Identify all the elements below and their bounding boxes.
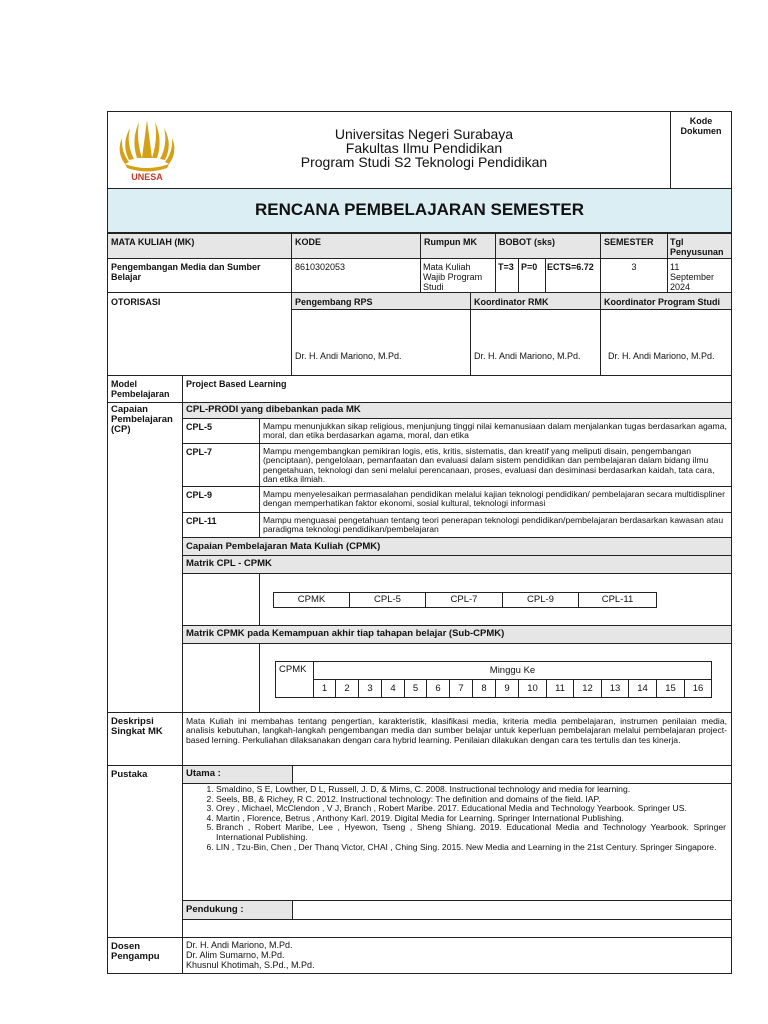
developer-label: Pengembang RPS xyxy=(295,297,373,307)
coordinator-sign-cell xyxy=(470,309,601,376)
cpl11-text: Mampu menguasai pengetahuan tentang teori penerapan teknologi pendidikan/pembelajaran berdasarkan kawasan atau paradigma teknologi pendidikan/pembelajaran xyxy=(263,515,724,535)
matrix-sub-week-label: Minggu Ke xyxy=(489,665,536,676)
p-value: P=0 xyxy=(521,262,538,272)
matrix-sub-label: Matrik CPMK pada Kemampuan akhir tiap tahapan belajar (Sub-CPMK) xyxy=(186,628,505,639)
reference-item: 1. Smaldino, S E, Lowther, D L, Russell, J. D, & Mims, C. 2008. Instructional technology and media for learning. xyxy=(216,785,726,795)
library-label-cell xyxy=(107,765,183,938)
cluster-header: Rumpun MK xyxy=(424,237,477,247)
library-main-empty-cell xyxy=(292,765,732,784)
coordinator-label: Koordinator RMK xyxy=(474,297,549,307)
semester-value: 3 xyxy=(631,262,637,272)
matrix-sub-cpmk: CPMK xyxy=(279,664,307,675)
reference-item: 6. LIN , Tzu-Bin, Chen , Der Thanq Victor, CHAI , Ching Sing. 2015. New Media and Learning in the 21st Century. Springer Singapore. xyxy=(216,843,726,853)
university-name: Universitas Negeri Surabaya xyxy=(334,126,514,142)
cpl5-text: Mampu menunjukkan sikap religious, menjunjung tinggi nilai kemanusiaan dalam menjalankan tugas berdasarkan agama, moral, dan etika berdasarkan agama, moral, dan etika xyxy=(263,421,727,441)
matrix-cpl-header-cpmk: CPMK xyxy=(273,592,350,608)
credits-header: BOBOT (sks) xyxy=(499,237,556,247)
matrix-cpl-header-cpl7: CPL-7 xyxy=(425,592,503,608)
coordinator-name: Dr. H. Andi Mariono, M.Pd. xyxy=(474,351,581,361)
cpl7-code: CPL-7 xyxy=(186,447,213,457)
references-list xyxy=(186,785,726,852)
week-number-cell: 16 xyxy=(684,679,712,698)
authorization-label: OTORISASI xyxy=(111,297,161,307)
matrix-cpl-header-cpl5: CPL-5 xyxy=(349,592,426,608)
program-coordinator-label: Koordinator Program Studi xyxy=(604,297,721,307)
library-label: Pustaka xyxy=(111,769,148,780)
week-number-cell: 11 xyxy=(546,679,574,698)
reference-item: 4. Martin , Florence, Betrus , Anthony Karl. 2019. Digital Media for Learning. Springer International Publishing. xyxy=(216,814,726,824)
unesa-logo xyxy=(111,114,183,186)
lecturers-label: Dosen Pengampu xyxy=(111,941,160,962)
week-number-cell: 14 xyxy=(628,679,657,698)
matrix-cpl-header-cpl9: CPL-9 xyxy=(502,592,579,608)
week-number-cell: 3 xyxy=(358,679,382,698)
matrix-cpl-left-cell xyxy=(182,573,260,626)
week-number-cell: 15 xyxy=(656,679,685,698)
cpl7-text: Mampu mengembangkan pemikiran logis, etis, kritis, sistematis, dan kreatif yang meliputi disain, pengembangan (penciptaan), pengelolaan, pemanfaatan dan evaluasi dalam sistem pendidikan dan pembelajaran dalam bidang ilmu pengetahuan, teknologi dan seni melalui perencanaan, proses, evaluasi dan desiminasi berdasarkan kaidah, tata cara, dan etika ilmiah. xyxy=(263,446,715,485)
semester-header: SEMESTER xyxy=(604,237,654,247)
t-value: T=3 xyxy=(498,262,514,272)
week-number-cell: 5 xyxy=(404,679,427,698)
code-header: KODE xyxy=(295,237,322,247)
lecturer-name: Khusnul Khotimah, S.Pd., M.Pd. xyxy=(186,960,315,970)
library-main-label: Utama : xyxy=(186,768,221,779)
course-value: Pengembangan Media dan Sumber Belajar xyxy=(111,262,261,282)
matrix-cpl-label: Matrik CPL - CPMK xyxy=(186,558,272,569)
course-header: MATA KULIAH (MK) xyxy=(111,237,195,247)
faculty-name: Fakultas Ilmu Pendidikan xyxy=(345,140,503,156)
library-support-label: Pendukung : xyxy=(186,904,244,915)
lecturer-name: Dr. Alim Sumarno, M.Pd. xyxy=(186,950,285,960)
doc-code-label: Kode Dokumen xyxy=(680,116,722,136)
lecturer-name: Dr. H. Andi Mariono, M.Pd. xyxy=(186,940,293,950)
cpl11-code: CPL-11 xyxy=(186,516,217,526)
cpmk-label: Capaian Pembelajaran Mata Kuliah (CPMK) xyxy=(186,541,381,552)
cluster-value: Mata Kuliah Wajib Program Studi xyxy=(423,262,483,292)
week-number-cell: 13 xyxy=(601,679,629,698)
cpl9-code: CPL-9 xyxy=(186,490,213,500)
cp-label-cell xyxy=(107,402,183,713)
page-title: RENCANA PEMBELAJARAN SEMESTER xyxy=(254,200,584,219)
cp-prodi-label: CPL-PRODI yang dibebankan pada MK xyxy=(186,404,361,415)
library-support-content-cell xyxy=(182,919,732,938)
model-label: Model Pembelajaran xyxy=(111,379,170,399)
week-number-cell: 1 xyxy=(313,679,336,698)
week-number-cell: 4 xyxy=(381,679,405,698)
matrix-cpl-header-cpl11: CPL-11 xyxy=(578,592,657,608)
program-coordinator-name: Dr. H. Andi Mariono, M.Pd. xyxy=(608,351,715,361)
reference-item: 5. Branch , Robert Maribe, Lee , Hyewon, Tseng , Sheng Shiang. 2019. Educational Media and Technology Yearbook. Springer International Publishing. xyxy=(216,823,726,842)
matrix-sub-left-cell xyxy=(182,643,260,713)
date-value: 11 September 2024 xyxy=(670,262,715,292)
date-header: Tgl Penyusunan xyxy=(670,237,724,257)
cpl5-code: CPL-5 xyxy=(186,422,213,432)
code-value: 8610302053 xyxy=(295,262,346,272)
developer-sign-cell xyxy=(291,309,471,376)
week-number-cell: 6 xyxy=(426,679,450,698)
developer-name: Dr. H. Andi Mariono, M.Pd. xyxy=(295,351,402,361)
model-value: Project Based Learning xyxy=(186,379,287,389)
library-support-empty-cell xyxy=(292,900,732,920)
cpl9-text: Mampu menyelesaikan permasalahan pendidikan melalui kajian teknologi pendidikan/ pembelajaran secara multidispliner dengan memperhatikan faktor ekonomi, sosial kultural, teknologi informasi xyxy=(263,489,725,509)
week-number-cell: 9 xyxy=(495,679,519,698)
week-number-cell: 12 xyxy=(573,679,602,698)
week-number-cell: 7 xyxy=(449,679,473,698)
logo-text: UNESA xyxy=(131,172,163,182)
week-number-cell: 10 xyxy=(518,679,547,698)
week-number-cell: 2 xyxy=(335,679,359,698)
description-label: Deskripsi Singkat MK xyxy=(111,716,163,737)
reference-item: 2. Seels, BB, & Richey, R C. 2012. Instructional technology: The definition and domains of the field. IAP. xyxy=(216,795,726,805)
program-coordinator-sign-cell xyxy=(600,309,732,376)
cp-label: Capaian Pembelajaran (CP) xyxy=(111,404,173,435)
reference-item: 3. Orey , Michael, McClendon , V J, Branch , Robert Maribe. 2017. Educational Media and Technology Yearbook. Springer US. xyxy=(216,804,726,814)
week-number-cell: 8 xyxy=(472,679,496,698)
ects-value: ECTS=6.72 xyxy=(547,262,594,272)
program-name: Program Studi S2 Teknologi Pendidikan xyxy=(300,154,548,170)
description-text: Mata Kuliah ini membahas tentang pengertian, karakteristik, klasifikasi media, kriteria media pembelajaran, instrumen penilaian media, analisis kebutuhan, langkah-langkah pengembangan media dan sumber belajar untuk keperluan pembelajaran melalui pembelajaran project-based lerning. Perkuliahan dilaksanakan dengan cara hybrid learning. Penilaian dilakukan dengan cara tes tertulis dan tes kinerja. xyxy=(186,716,727,745)
